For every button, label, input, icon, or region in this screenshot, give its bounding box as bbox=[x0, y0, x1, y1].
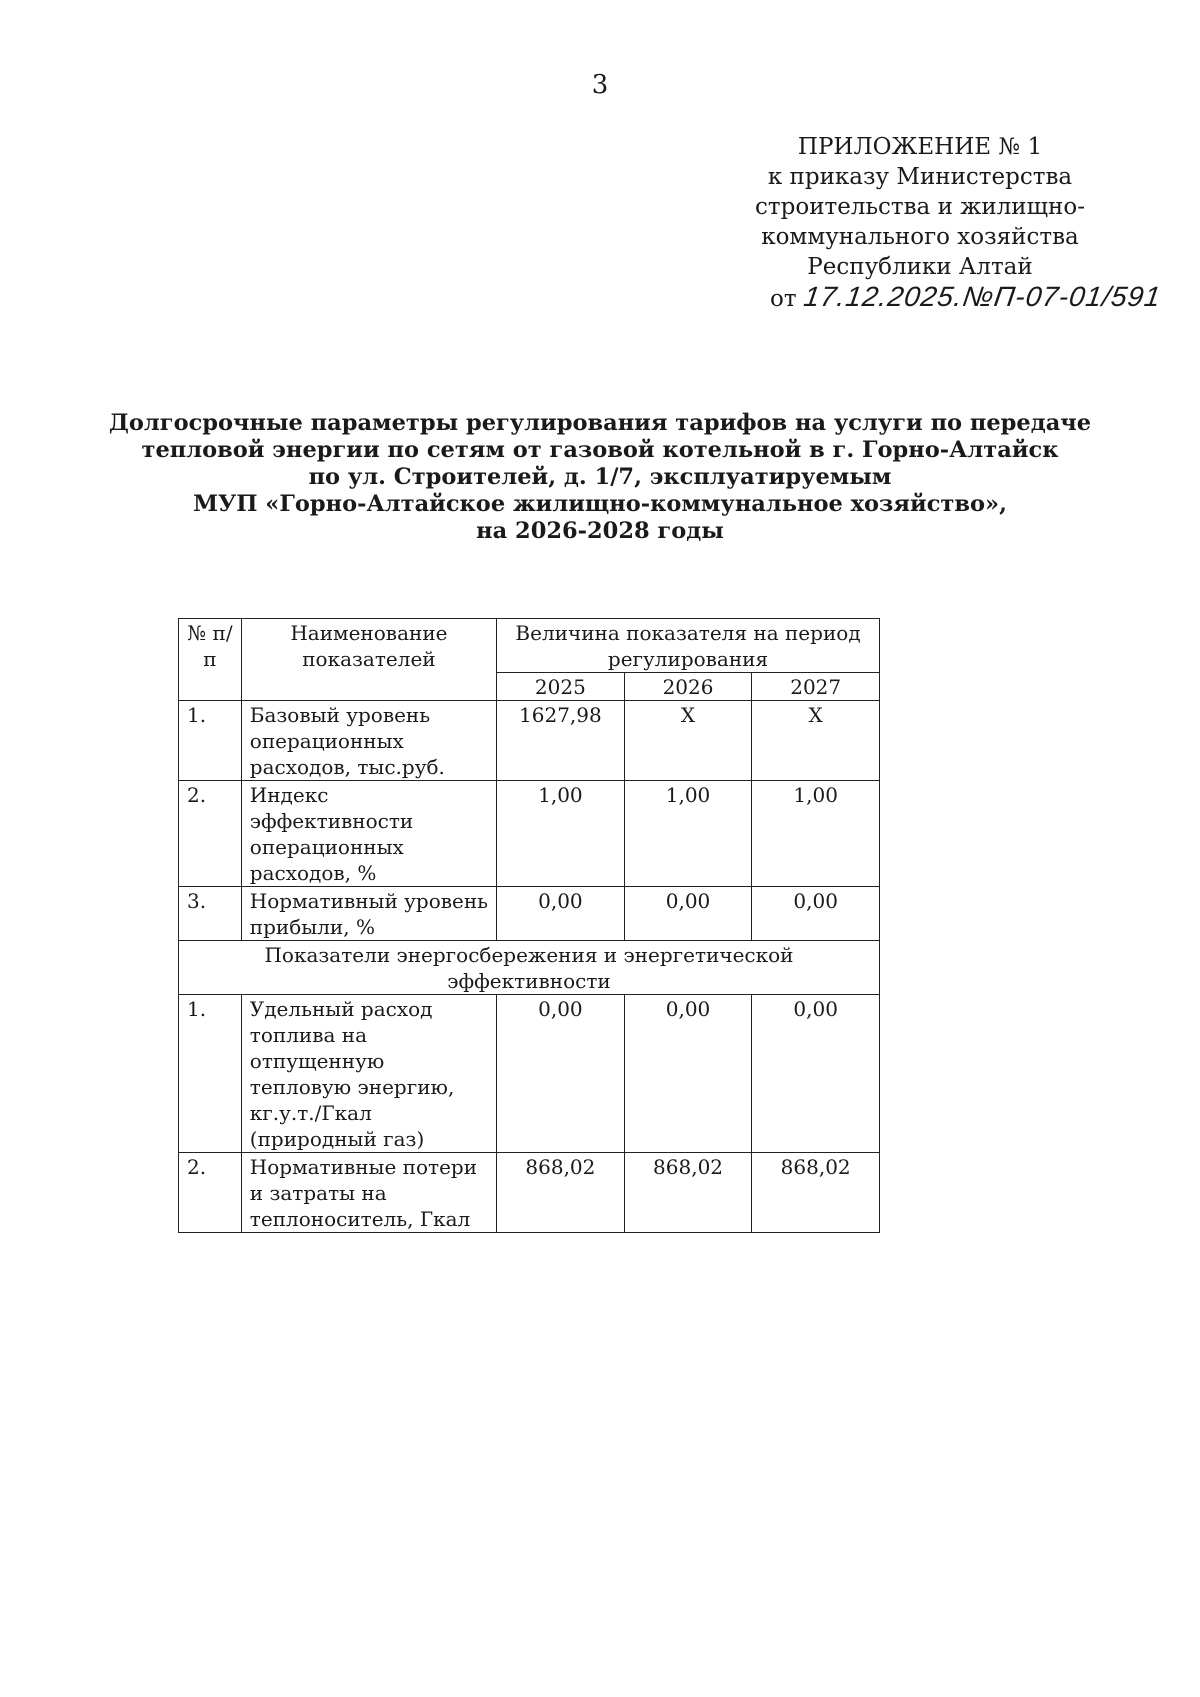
section-row bbox=[179, 941, 880, 995]
row-value: 0,00 bbox=[624, 887, 752, 941]
row-name: Индекс эффективности операционных расходов, % bbox=[241, 781, 496, 887]
table-row bbox=[179, 1153, 880, 1233]
title-line: на 2026-2028 годы bbox=[476, 518, 724, 544]
row-num: 2. bbox=[179, 1153, 242, 1233]
appendix-line: строительства и жилищно- bbox=[755, 194, 1085, 220]
row-value: 868,02 bbox=[624, 1153, 752, 1233]
page-number: 3 bbox=[591, 70, 609, 100]
header-year: 2025 bbox=[497, 673, 625, 701]
appendix-line: Республики Алтай bbox=[807, 254, 1033, 280]
row-num: 2. bbox=[179, 781, 242, 887]
header-year: 2026 bbox=[624, 673, 752, 701]
table-row bbox=[179, 995, 880, 1153]
header-name: Наименование показателей bbox=[241, 619, 496, 701]
appendix-line: к приказу Министерства bbox=[767, 164, 1073, 190]
appendix-block bbox=[740, 132, 1164, 314]
row-value: 1,00 bbox=[624, 781, 752, 887]
row-name: Удельный расход топлива на отпущенную тепловую энергию, кг.у.т./Гкал (природный газ) bbox=[241, 995, 496, 1153]
row-value: 1627,98 bbox=[497, 701, 625, 781]
row-value: Х bbox=[752, 701, 880, 781]
date-prefix: от bbox=[770, 286, 797, 312]
header-period: Величина показателя на период регулирования bbox=[497, 619, 880, 673]
header-num: № п/п bbox=[179, 619, 242, 701]
row-value: 1,00 bbox=[497, 781, 625, 887]
appendix-title: ПРИЛОЖЕНИЕ № 1 bbox=[797, 134, 1043, 160]
header-year: 2027 bbox=[752, 673, 880, 701]
handwritten-date-number: 17.12.2025.№П-07-01/591 bbox=[801, 281, 1164, 312]
row-value: 868,02 bbox=[497, 1153, 625, 1233]
row-name: Нормативные потери и затраты на теплоноситель, Гкал bbox=[241, 1153, 496, 1233]
row-value: 0,00 bbox=[497, 995, 625, 1153]
row-num: 1. bbox=[179, 701, 242, 781]
document-title bbox=[0, 410, 1200, 545]
row-name: Нормативный уровень прибыли, % bbox=[241, 887, 496, 941]
order-date-line bbox=[740, 281, 1164, 314]
row-value: 0,00 bbox=[624, 995, 752, 1153]
row-value: 1,00 bbox=[752, 781, 880, 887]
row-name: Базовый уровень операционных расходов, тыс.руб. bbox=[241, 701, 496, 781]
table-row bbox=[179, 781, 880, 887]
table-row bbox=[179, 887, 880, 941]
row-value: 0,00 bbox=[497, 887, 625, 941]
row-num: 3. bbox=[179, 887, 242, 941]
section-title: Показатели энергосбережения и энергетической эффективности bbox=[179, 941, 880, 995]
title-line: тепловой энергии по сетям от газовой котельной в г. Горно-Алтайск bbox=[141, 437, 1059, 463]
row-value: 868,02 bbox=[752, 1153, 880, 1233]
row-value: Х bbox=[624, 701, 752, 781]
appendix-line: коммунального хозяйства bbox=[761, 224, 1079, 250]
row-num: 1. bbox=[179, 995, 242, 1153]
header-row bbox=[179, 619, 880, 673]
table-row bbox=[179, 701, 880, 781]
row-value: 0,00 bbox=[752, 995, 880, 1153]
row-value: 0,00 bbox=[752, 887, 880, 941]
title-line: Долгосрочные параметры регулирования тарифов на услуги по передаче bbox=[108, 410, 1092, 436]
title-line: МУП «Горно-Алтайское жилищно-коммунальное хозяйство», bbox=[193, 491, 1007, 517]
title-line: по ул. Строителей, д. 1/7, эксплуатируемым bbox=[308, 464, 892, 490]
parameters-table bbox=[178, 618, 880, 1233]
